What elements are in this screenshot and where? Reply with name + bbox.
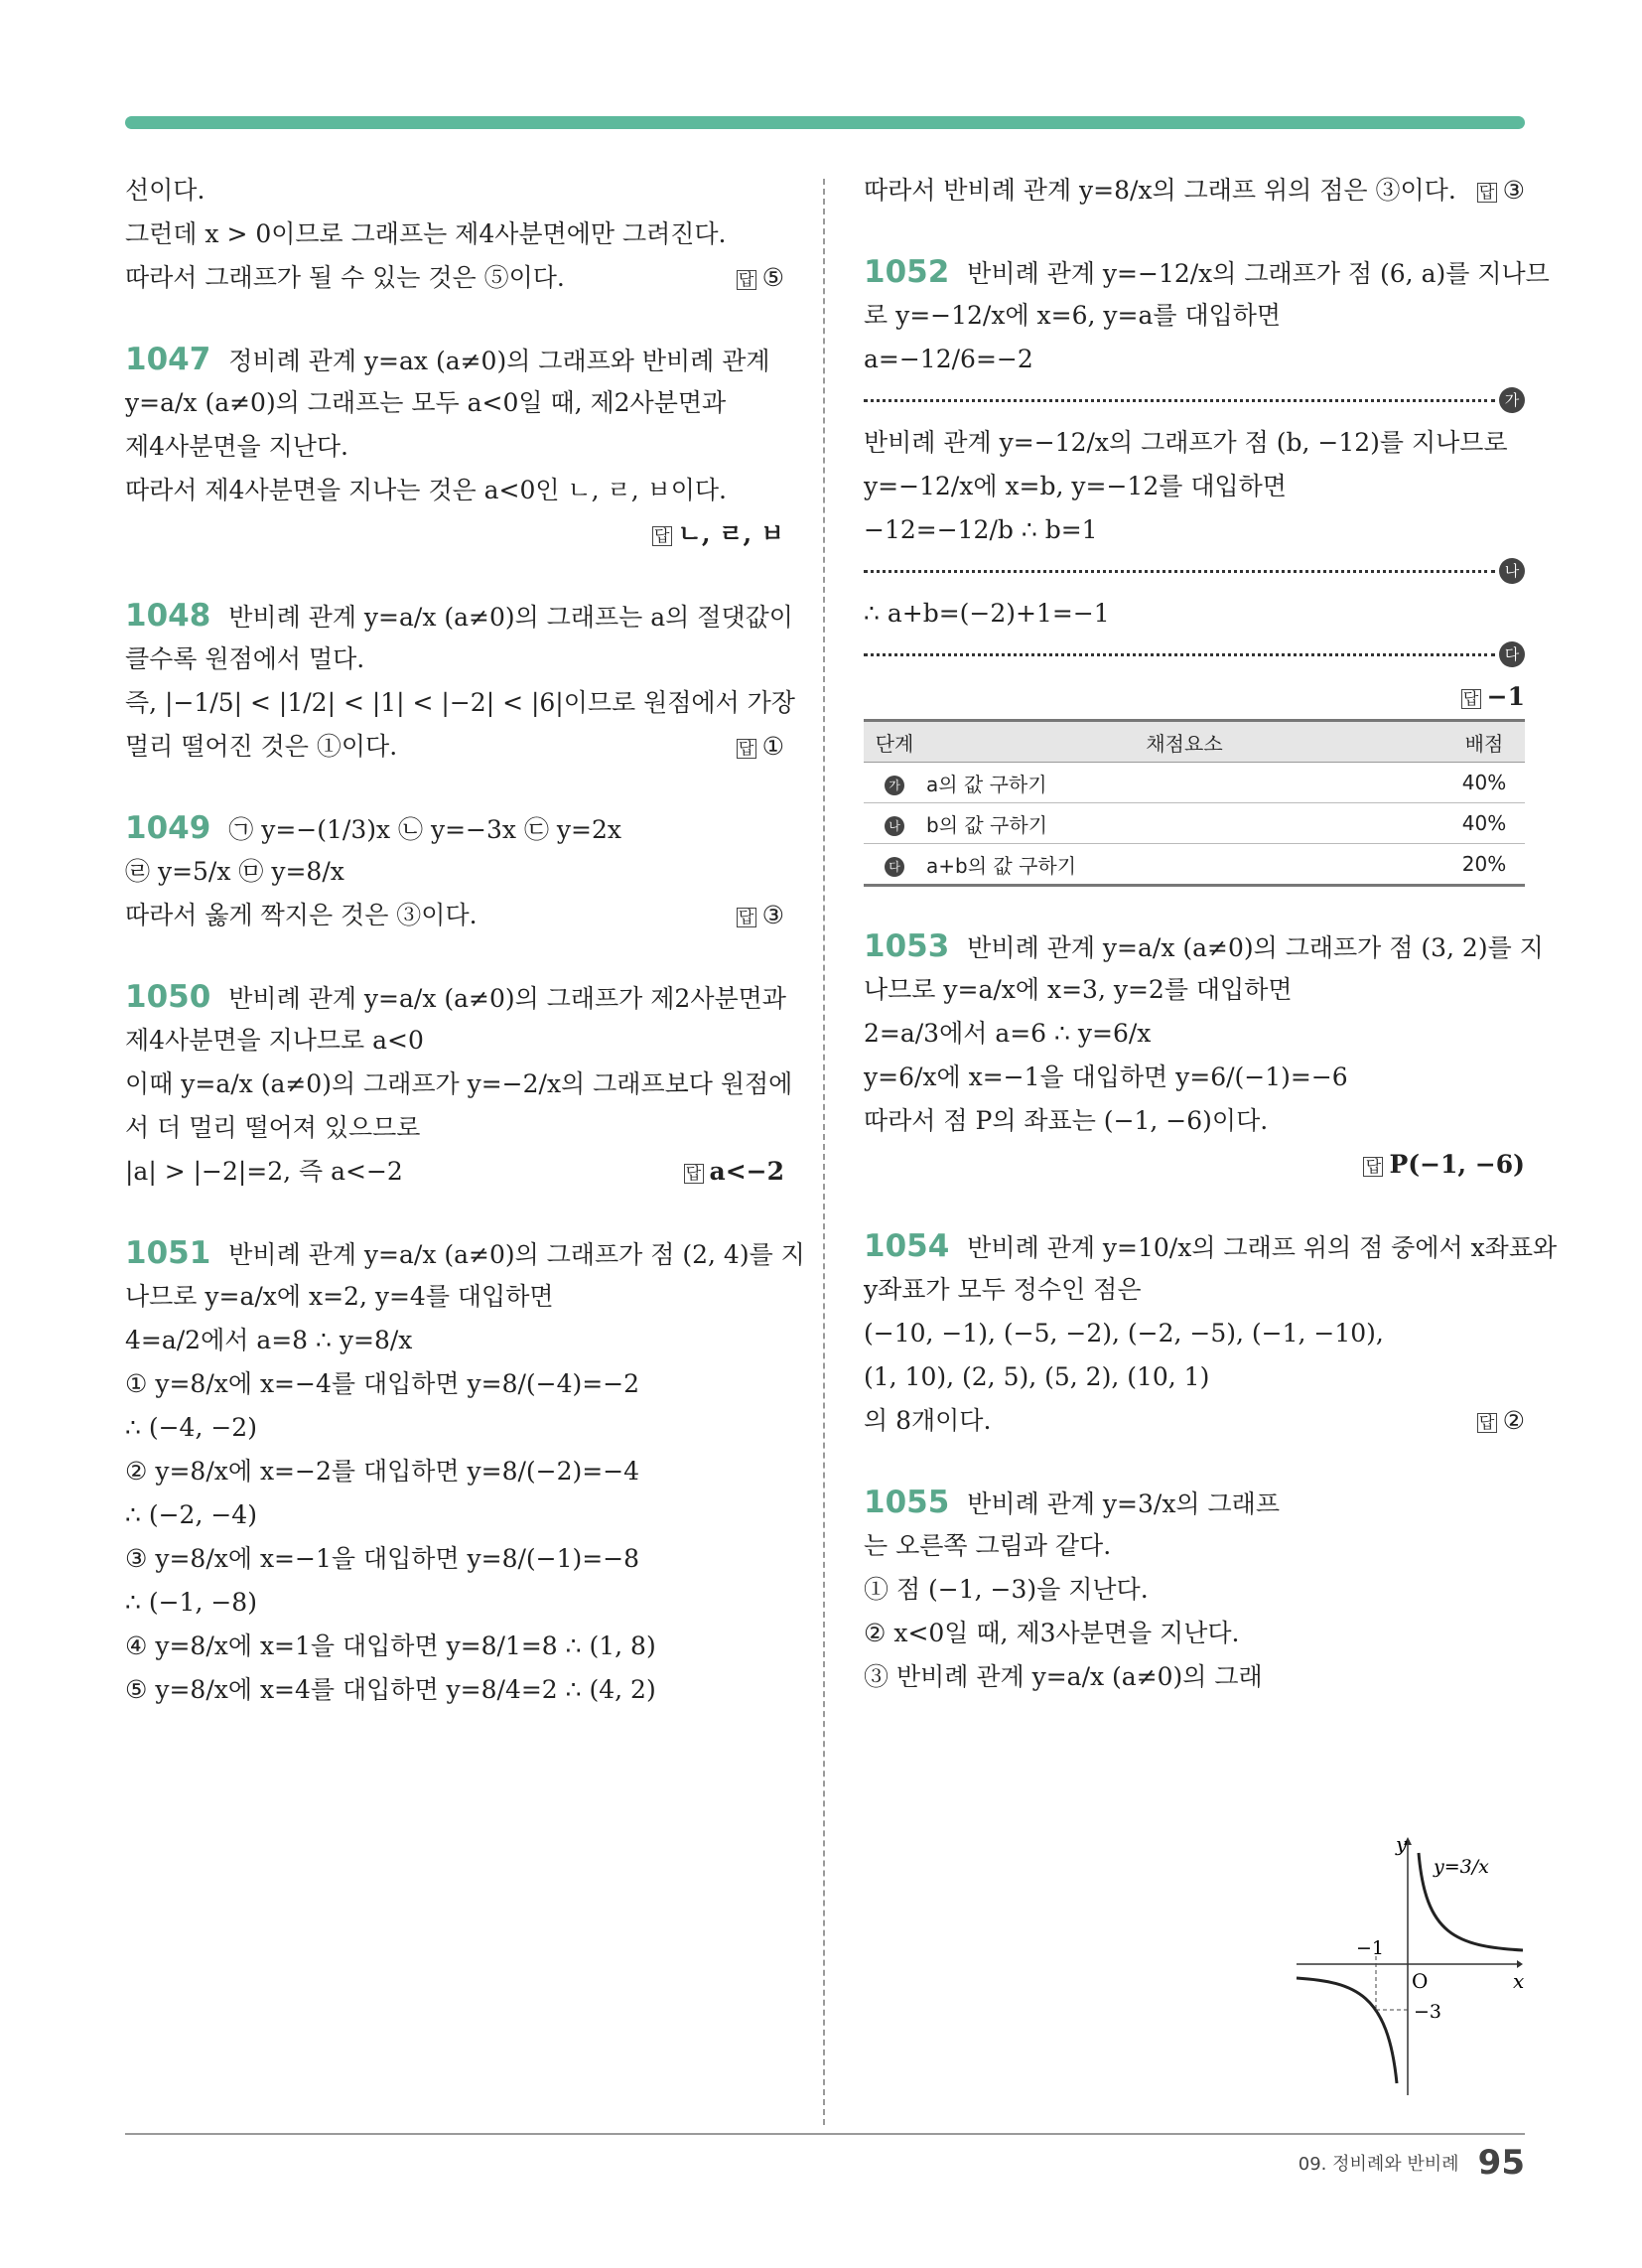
line-text: 반비례 관계 y=3/x의 그래프 (967, 1489, 1280, 1518)
line-text: ㉣ y=5/x ㉤ y=8/x (125, 857, 344, 886)
right-column-top (864, 169, 1550, 719)
text-line (864, 1056, 1525, 1099)
spacer (125, 556, 784, 594)
answer (652, 512, 784, 556)
problem-line (864, 250, 1550, 294)
answer-mark-icon: 답 (1477, 1413, 1497, 1433)
step-marker: 나 (1499, 558, 1525, 584)
line-text: 따라서 반비례 관계 y=8/x의 그래프 위의 점은 ③이다. (864, 176, 1456, 205)
line-text: 클수록 원점에서 멀다. (125, 644, 365, 673)
line-text: ∴ a+b=(−2)+1=−1 (864, 599, 1110, 628)
text-line (125, 425, 784, 469)
line-text: 제4사분면을 지나므로 a<0 (125, 1026, 424, 1055)
line-text: 반비례 관계 y=a/x (a≠0)의 그래프가 점 (2, 4)를 지 (228, 1240, 805, 1269)
line-text: ⑤ y=8/x에 x=4를 대입하면 y=8/4=2 ∴ (4, 2) (125, 1675, 656, 1704)
text-line (125, 1106, 784, 1150)
line-text: 멀리 떨어진 것은 ①이다. (125, 732, 398, 761)
y-axis-label: y (1396, 1832, 1408, 1856)
problem-line (864, 924, 1544, 968)
text-line (864, 1399, 1525, 1443)
table-cell-score: 40% (1443, 803, 1525, 844)
problem-line (125, 975, 784, 1019)
line-text: 반비례 관계 y=a/x (a≠0)의 그래프가 제2사분면과 (228, 984, 786, 1013)
answer (737, 725, 784, 769)
answer-value: ③ (1502, 176, 1525, 205)
line-text: 이때 y=a/x (a≠0)의 그래프가 y=−2/x의 그래프보다 원점에 (125, 1069, 793, 1098)
right-column (864, 169, 1558, 1699)
answer-value: P(−1, −6) (1389, 1150, 1525, 1179)
problem-number: 1055 (864, 1485, 950, 1520)
hyperbola-graph (1297, 1832, 1525, 2095)
line-text: 즉, |−1/5| < |1/2| < |1| < |−2| < |6|이므로 원점에서 가장 (125, 688, 795, 717)
line-text: 반비례 관계 y=−12/x의 그래프가 점 (b, −12)를 지나므로 (864, 428, 1508, 457)
problem-number: 1047 (125, 342, 211, 377)
text-line (864, 169, 1525, 213)
problem-number: 1051 (125, 1235, 211, 1271)
answer (737, 894, 784, 937)
table-cell-score: 20% (1443, 844, 1525, 886)
line-text: ④ y=8/x에 x=1을 대입하면 y=8/1=8 ∴ (1, 8) (125, 1631, 656, 1660)
line-text: 그런데 x > 0이므로 그래프는 제4사분면에만 그려진다. (125, 219, 727, 248)
line-text: 나므로 y=a/x에 x=2, y=4를 대입하면 (125, 1282, 554, 1311)
table-cell-item: b의 값 구하기 (925, 803, 1443, 844)
line-text: 서 더 멀리 떨어져 있으므로 (125, 1113, 421, 1142)
answer-mark-icon: 답 (1461, 689, 1481, 709)
line-text: ∴ (−2, −4) (125, 1500, 257, 1529)
text-line (864, 1012, 1525, 1056)
text-line (125, 1537, 784, 1581)
text-line (125, 169, 784, 213)
right-column-bottom (864, 887, 1558, 1699)
line-text: ③ 반비례 관계 y=a/x (a≠0)의 그래 (864, 1662, 1263, 1691)
line-text: 반비례 관계 y=a/x (a≠0)의 그래프가 점 (3, 2)를 지 (967, 933, 1544, 962)
text-line (125, 1275, 784, 1319)
text-line (125, 469, 784, 512)
problem-number: 1049 (125, 810, 211, 846)
answer (1477, 169, 1525, 213)
text-line (864, 1612, 1525, 1655)
problem-number: 1052 (864, 254, 950, 290)
text-line (864, 465, 1525, 508)
problem-line (125, 338, 784, 381)
answer-mark-icon: 답 (1363, 1157, 1383, 1177)
line-text: a=−12/6=−2 (864, 345, 1033, 373)
table-cell-item: a+b의 값 구하기 (925, 844, 1443, 886)
text-line (125, 1668, 784, 1712)
top-accent-bar (125, 116, 1525, 129)
line-text: |a| > |−2|=2, 즉 a<−2 (125, 1157, 403, 1186)
line-text: 정비례 관계 y=ax (a≠0)의 그래프와 반비례 관계 (228, 347, 770, 375)
line-text: 반비례 관계 y=−12/x의 그래프가 점 (6, a)를 지나므 (967, 259, 1550, 288)
text-line (864, 1099, 1525, 1143)
line-text: ③ y=8/x에 x=−1을 대입하면 y=8/(−1)=−8 (125, 1544, 640, 1573)
origin-label: O (1412, 1969, 1429, 1993)
text-line (125, 381, 784, 425)
spacer (125, 1194, 784, 1231)
problem-line (125, 806, 784, 850)
line-text: (−10, −1), (−5, −2), (−2, −5), (−1, −10), (864, 1319, 1384, 1347)
line-text: 따라서 옳게 짝지은 것은 ③이다. (125, 901, 478, 929)
text-line (125, 1581, 784, 1625)
table-row (864, 803, 1525, 844)
text-line (864, 338, 1525, 381)
text-line (864, 508, 1525, 552)
answer-value: ⑤ (761, 263, 784, 292)
text-line (125, 1019, 784, 1063)
line-text: 2=a/3에서 a=6 ∴ y=6/x (864, 1019, 1152, 1048)
text-line (125, 638, 784, 681)
line-text: ∴ (−4, −2) (125, 1413, 257, 1442)
line-text: 의 8개이다. (864, 1406, 992, 1435)
bottom-rule (125, 2133, 1525, 2135)
text-line (864, 1143, 1525, 1187)
step-separator (864, 552, 1525, 592)
header-item: 채점요소 (925, 721, 1443, 763)
header-step: 단계 (864, 721, 925, 763)
text-line (864, 1312, 1525, 1355)
header-score: 배점 (1443, 721, 1525, 763)
text-line (125, 1406, 784, 1450)
line-text: 로 y=−12/x에 x=6, y=a를 대입하면 (864, 301, 1282, 330)
text-line (864, 968, 1525, 1012)
scoring-table (864, 719, 1525, 887)
y-tick-label: −3 (1414, 2001, 1442, 2023)
answer-value: ② (1502, 1406, 1525, 1435)
step-marker: 다 (1499, 641, 1525, 667)
problem-line (864, 1481, 1525, 1524)
text-line (864, 421, 1525, 465)
line-text: 4=a/2에서 a=8 ∴ y=8/x (125, 1326, 413, 1354)
problem-number: 1050 (125, 979, 211, 1015)
line-text: ② x<0일 때, 제3사분면을 지난다. (864, 1619, 1240, 1647)
line-text: (1, 10), (2, 5), (5, 2), (10, 1) (864, 1362, 1210, 1391)
line-text: −12=−12/b ∴ b=1 (864, 515, 1098, 544)
page-number: 95 (1477, 2143, 1525, 2183)
problem-number: 1048 (125, 598, 211, 634)
step-marker: 다 (885, 857, 904, 877)
scoring-table-header (864, 721, 1525, 763)
line-text: ① 점 (−1, −3)을 지난다. (864, 1575, 1149, 1604)
answer-value: −1 (1486, 682, 1525, 711)
curve-label: y=3/x (1434, 1856, 1489, 1878)
table-row (864, 763, 1525, 803)
answer (737, 256, 784, 300)
spacer (864, 1443, 1525, 1481)
text-line (125, 681, 795, 725)
text-line (125, 1625, 784, 1668)
line-text: ② y=8/x에 x=−2를 대입하면 y=8/(−2)=−4 (125, 1457, 640, 1486)
column-divider (823, 179, 825, 2125)
answer (1363, 1143, 1525, 1187)
table-cell-item: a의 값 구하기 (925, 763, 1443, 803)
problem-line (125, 1231, 805, 1275)
table-cell-score: 40% (1443, 763, 1525, 803)
problem-line (864, 1224, 1558, 1268)
text-line (125, 1063, 793, 1106)
line-text: ㉠ y=−(1/3)x ㉡ y=−3x ㉢ y=2x (228, 815, 621, 844)
text-line (864, 1524, 1525, 1568)
x-axis-arrow (1517, 1960, 1523, 1968)
text-line (125, 512, 784, 556)
line-text: 따라서 점 P의 좌표는 (−1, −6)이다. (864, 1106, 1269, 1135)
line-text: 반비례 관계 y=10/x의 그래프 위의 점 중에서 x좌표와 (967, 1233, 1558, 1262)
answer-mark-icon: 답 (737, 739, 756, 759)
text-line (125, 1493, 784, 1537)
text-line (125, 850, 784, 894)
answer-value: ① (761, 732, 784, 761)
answer-value: a<−2 (709, 1157, 784, 1186)
text-line (864, 1568, 1525, 1612)
spacer (125, 769, 784, 806)
answer (684, 1150, 785, 1194)
step-marker: 가 (1499, 387, 1525, 413)
spacer (864, 887, 1525, 924)
answer-mark-icon: 답 (684, 1164, 704, 1184)
table-row (864, 844, 1525, 886)
answer-mark-icon: 답 (737, 270, 756, 290)
curve-quadrant-3 (1297, 1978, 1397, 2083)
x-tick-label: −1 (1356, 1937, 1385, 1959)
line-text: 반비례 관계 y=a/x (a≠0)의 그래프는 a의 절댓값이 (228, 603, 793, 632)
text-line (125, 213, 784, 256)
spacer (125, 937, 784, 975)
line-text: y좌표가 모두 정수인 점은 (864, 1275, 1142, 1304)
text-line (125, 1150, 784, 1194)
text-line (864, 1355, 1525, 1399)
answer-value: ③ (761, 901, 784, 929)
spacer (864, 1187, 1525, 1224)
line-text: 선이다. (125, 176, 205, 205)
text-line (864, 1268, 1525, 1312)
text-line (864, 592, 1525, 636)
left-column (125, 169, 805, 1712)
answer (1461, 675, 1525, 719)
step-separator (864, 381, 1525, 421)
line-text: y=a/x (a≠0)의 그래프는 모두 a<0일 때, 제2사분면과 (125, 388, 727, 417)
step-marker: 나 (885, 816, 904, 836)
text-line (125, 894, 784, 937)
spacer (125, 300, 784, 338)
step-marker: 가 (885, 776, 904, 795)
line-text: ① y=8/x에 x=−4를 대입하면 y=8/(−4)=−2 (125, 1369, 640, 1398)
line-text: y=6/x에 x=−1을 대입하면 y=6/(−1)=−6 (864, 1063, 1348, 1091)
problem-number: 1053 (864, 928, 950, 964)
answer (1477, 1399, 1525, 1443)
text-line (125, 256, 784, 300)
text-line (864, 1655, 1525, 1699)
line-text: y=−12/x에 x=b, y=−12를 대입하면 (864, 472, 1287, 500)
problem-number: 1054 (864, 1228, 950, 1264)
line-text: 는 오른쪽 그림과 같다. (864, 1531, 1112, 1560)
answer-mark-icon: 답 (1477, 183, 1497, 203)
line-text: 따라서 그래프가 될 수 있는 것은 ⑤이다. (125, 263, 565, 292)
answer-mark-icon: 답 (652, 526, 672, 546)
text-line (125, 1450, 784, 1493)
text-line (125, 1319, 784, 1362)
problem-line (125, 594, 793, 638)
step-separator (864, 636, 1525, 675)
text-line (125, 1362, 784, 1406)
spacer (864, 213, 1525, 250)
page-footer (1299, 2143, 1525, 2183)
line-text: 제4사분면을 지난다. (125, 432, 348, 461)
x-axis-label: x (1513, 1969, 1525, 1993)
answer-value: ㄴ, ㄹ, ㅂ (677, 519, 784, 548)
chapter-title: 09. 정비례와 반비례 (1298, 2154, 1459, 2175)
line-text: 나므로 y=a/x에 x=3, y=2를 대입하면 (864, 975, 1293, 1004)
text-line (864, 675, 1525, 719)
text-line (864, 294, 1525, 338)
line-text: 따라서 제4사분면을 지나는 것은 a<0인 ㄴ, ㄹ, ㅂ이다. (125, 476, 727, 504)
answer-mark-icon: 답 (737, 908, 756, 927)
line-text: ∴ (−1, −8) (125, 1588, 257, 1617)
text-line (125, 725, 784, 769)
